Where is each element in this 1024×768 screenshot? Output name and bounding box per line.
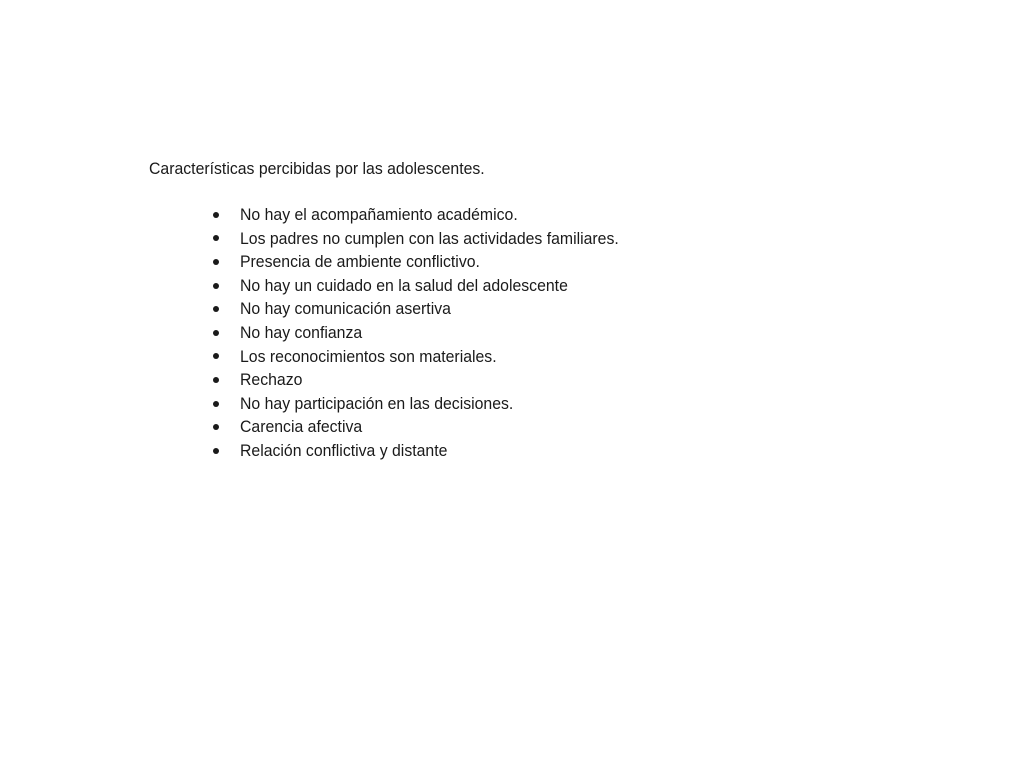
list-item-text: No hay confianza <box>240 322 363 342</box>
bullet-icon <box>213 212 219 218</box>
bullet-icon <box>213 448 219 454</box>
list-item-text: No hay participación en las decisiones. <box>240 393 514 413</box>
bullet-icon <box>213 353 219 359</box>
list-item <box>213 368 647 392</box>
bullet-icon <box>213 259 219 265</box>
list-item-text: No hay el acompañamiento académico. <box>240 205 518 224</box>
characteristics-list <box>213 203 647 463</box>
bullet-icon <box>213 377 219 383</box>
list-item <box>213 227 647 251</box>
list-item-text: Los padres no cumplen con las actividades familiares. <box>240 228 619 248</box>
bullet-icon <box>213 306 219 312</box>
bullet-icon <box>213 424 219 430</box>
list-item <box>213 274 647 298</box>
bullet-icon <box>213 283 219 289</box>
list-item-text: Los reconocimientos son materiales. <box>240 346 497 366</box>
bullet-icon <box>213 401 219 407</box>
list-item <box>213 321 647 345</box>
bullet-icon <box>213 330 219 336</box>
list-item-text: Presencia de ambiente conflictivo. <box>240 252 480 272</box>
list-item <box>213 203 647 227</box>
list-item-text: No hay un cuidado en la salud del adolescente <box>240 275 568 295</box>
list-item <box>213 250 647 274</box>
section-heading: Características percibidas por las adolescentes. <box>149 159 485 178</box>
list-item-text: Rechazo <box>240 370 303 390</box>
list-item <box>213 392 647 416</box>
list-item <box>213 297 647 321</box>
list-item-text: No hay comunicación asertiva <box>240 299 451 319</box>
list-item-text: Carencia afectiva <box>240 417 363 437</box>
bullet-icon <box>213 235 219 241</box>
list-item <box>213 345 647 369</box>
list-item-text: Relación conflictiva y distante <box>240 440 448 460</box>
list-item <box>213 415 647 439</box>
list-item <box>213 439 647 463</box>
